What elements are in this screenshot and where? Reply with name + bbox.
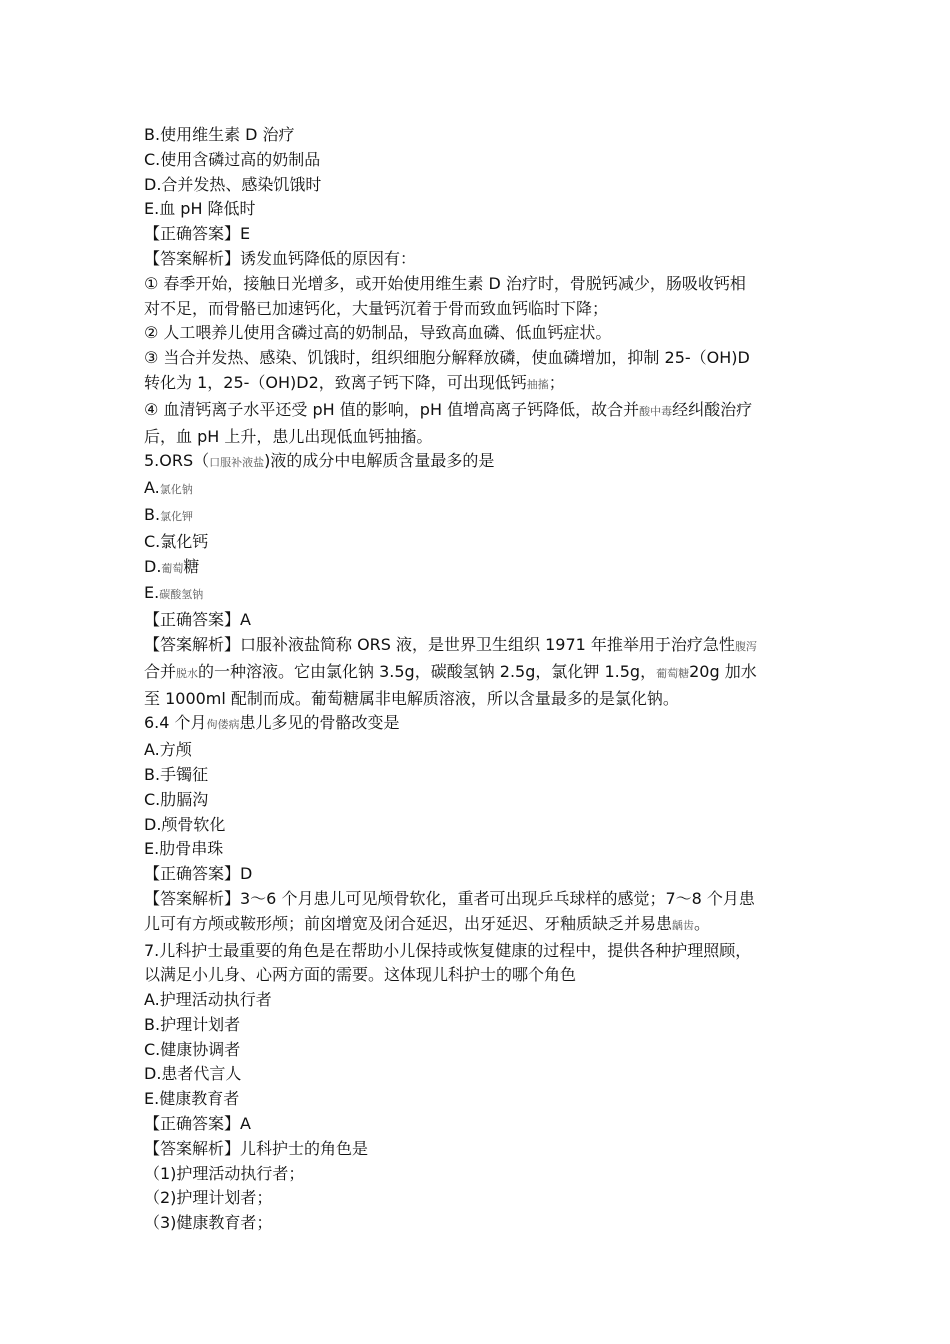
line-text: 【答案解析】诱发血钙降低的原因有： (144, 248, 417, 268)
line-text: A.方颅 (144, 740, 192, 760)
small-term: 氯化钾 (160, 509, 194, 523)
line-text: E.肋骨串珠 (144, 839, 224, 859)
explanation-line (144, 247, 814, 272)
line-text: 【答案解析】儿科护士的角色是 (144, 1138, 369, 1158)
question-line (144, 449, 814, 476)
line-text: B.护理计划者 (144, 1014, 241, 1034)
line-text: A. (144, 478, 160, 498)
line-text: ② 人工喂养儿使用含磷过高的奶制品，导致高血磷、低血钙症状。 (144, 323, 612, 343)
text-line (144, 1162, 814, 1187)
line-text: C.肋膈沟 (144, 789, 209, 809)
line-text: D.合并发热、感染饥饿时 (144, 174, 322, 194)
question-line (144, 939, 814, 964)
document-body (144, 123, 814, 1236)
line-text: C.氯化钙 (144, 531, 209, 551)
text-line (144, 173, 814, 198)
option-line (144, 555, 814, 582)
option-line (144, 1087, 814, 1112)
line-text: 【正确答案】A (144, 610, 251, 630)
option-line (144, 1013, 814, 1038)
text-line (144, 912, 814, 939)
line-text: （3)健康教育者； (144, 1213, 273, 1233)
line-text: 至 1000ml 配制而成。葡萄糖属非电解质溶液，所以含量最多的是氯化钠。 (144, 688, 679, 708)
option-line (144, 1062, 814, 1087)
line-text: 5.ORS（ (144, 451, 210, 471)
line-text: 20g 加水 (689, 661, 757, 681)
text-line (144, 371, 814, 398)
small-term: 碳酸氢钠 (159, 588, 204, 602)
explanation-line (144, 633, 814, 660)
text-line (144, 660, 814, 687)
line-text: 。 (694, 913, 711, 933)
small-term: 佝偻病 (206, 718, 240, 732)
option-line (144, 988, 814, 1013)
option-line (144, 581, 814, 608)
answer-line (144, 222, 814, 247)
text-line (144, 398, 814, 425)
small-term: 葡萄糖 (656, 666, 690, 680)
line-text: E. (144, 583, 160, 603)
line-text: 7.儿科护士最重要的角色是在帮助小儿保持或恢复健康的过程中，提供各种护理照顾， (144, 940, 752, 960)
line-text: 儿可有方颅或鞍形颅；前囟增宽及闭合延迟，出牙延迟、牙釉质缺乏并易患 (144, 913, 673, 933)
line-text: 后，血 pH 上升，患儿出现低血钙抽搐。 (144, 426, 433, 446)
option-line (144, 503, 814, 530)
text-line (144, 321, 814, 346)
line-text: 对不足，而骨骼已加速钙化，大量钙沉着于骨而致血钙临时下降； (144, 298, 609, 318)
option-line (144, 763, 814, 788)
text-line (144, 1186, 814, 1211)
line-text: C.使用含磷过高的奶制品 (144, 149, 321, 169)
text-line (144, 687, 814, 712)
text-line (144, 1211, 814, 1236)
line-text: （1)护理活动执行者； (144, 1163, 305, 1183)
option-line (144, 1038, 814, 1063)
line-text: C.健康协调者 (144, 1039, 241, 1059)
small-term: 抽搐 (526, 377, 549, 391)
line-text: ； (548, 372, 565, 392)
line-text: B.手镯征 (144, 764, 209, 784)
line-text: 6.4 个月 (144, 713, 207, 733)
text-line (144, 123, 814, 148)
line-text: E.血 pH 降低时 (144, 199, 256, 219)
line-text: 转化为 1，25-（OH)D2，致离子钙下降，可出现低钙 (144, 372, 527, 392)
option-line (144, 813, 814, 838)
option-line (144, 530, 814, 555)
line-text: 【正确答案】D (144, 864, 253, 884)
answer-line (144, 1112, 814, 1137)
line-text: 【答案解析】口服补液盐简称 ORS 液，是世界卫生组织 1971 年推举用于治疗急性 (144, 634, 735, 654)
text-line (144, 297, 814, 322)
explanation-line (144, 887, 814, 912)
small-term: 腹泻 (734, 639, 757, 653)
option-line (144, 837, 814, 862)
line-text: )液的成分中电解质含量最多的是 (264, 451, 495, 471)
option-line (144, 788, 814, 813)
line-text: 患儿多见的骨骼改变是 (239, 713, 400, 733)
line-text: ④ 血清钙离子水平还受 pH 值的影响，pH 值增高离子钙降低，故合并 (144, 399, 640, 419)
small-term: 龋齿 (672, 918, 695, 932)
small-term: 葡萄 (161, 561, 184, 575)
line-text: 经纠酸治疗 (672, 399, 753, 419)
small-term: 口服补液盐 (209, 456, 265, 470)
question-line (144, 711, 814, 738)
text-line (144, 963, 814, 988)
line-text: 合并 (144, 661, 177, 681)
option-line (144, 476, 814, 503)
line-text: 【正确答案】E (144, 224, 251, 244)
line-text: ③ 当合并发热、感染、饥饿时，组织细胞分解释放磷，使血磷增加，抑制 25-（OH)D (144, 348, 750, 368)
text-line (144, 197, 814, 222)
line-text: A.护理活动执行者 (144, 990, 272, 1010)
line-text: D. (144, 556, 162, 576)
line-text: 糖 (183, 556, 200, 576)
text-line (144, 425, 814, 450)
small-term: 酸中毒 (639, 404, 673, 418)
small-term: 氯化钠 (159, 483, 193, 497)
text-line (144, 148, 814, 173)
line-text: D.患者代言人 (144, 1064, 242, 1084)
line-text: B. (144, 504, 161, 524)
line-text: 的一种溶液。它由氯化钠 3.5g，碳酸氢钠 2.5g，氯化钾 1.5g， (198, 661, 657, 681)
answer-line (144, 608, 814, 633)
line-text: （2)护理计划者； (144, 1188, 273, 1208)
text-line (144, 346, 814, 371)
explanation-line (144, 1137, 814, 1162)
line-text: E.健康教育者 (144, 1089, 240, 1109)
line-text: B.使用维生素 D 治疗 (144, 125, 295, 144)
line-text: ① 春季开始，接触日光增多，或开始使用维生素 D 治疗时，骨脱钙减少，肠吸收钙相 (144, 273, 746, 293)
line-text: 以满足小儿身、心两方面的需要。这体现儿科护士的哪个角色 (144, 965, 577, 985)
option-line (144, 738, 814, 763)
line-text: D.颅骨软化 (144, 814, 226, 834)
small-term: 脱水 (176, 666, 199, 680)
text-line (144, 272, 814, 297)
answer-line (144, 862, 814, 887)
line-text: 【答案解析】3～6 个月患儿可见颅骨软化，重者可出现乒乓球样的感觉；7～8 个月患 (144, 888, 755, 908)
line-text: 【正确答案】A (144, 1114, 251, 1134)
